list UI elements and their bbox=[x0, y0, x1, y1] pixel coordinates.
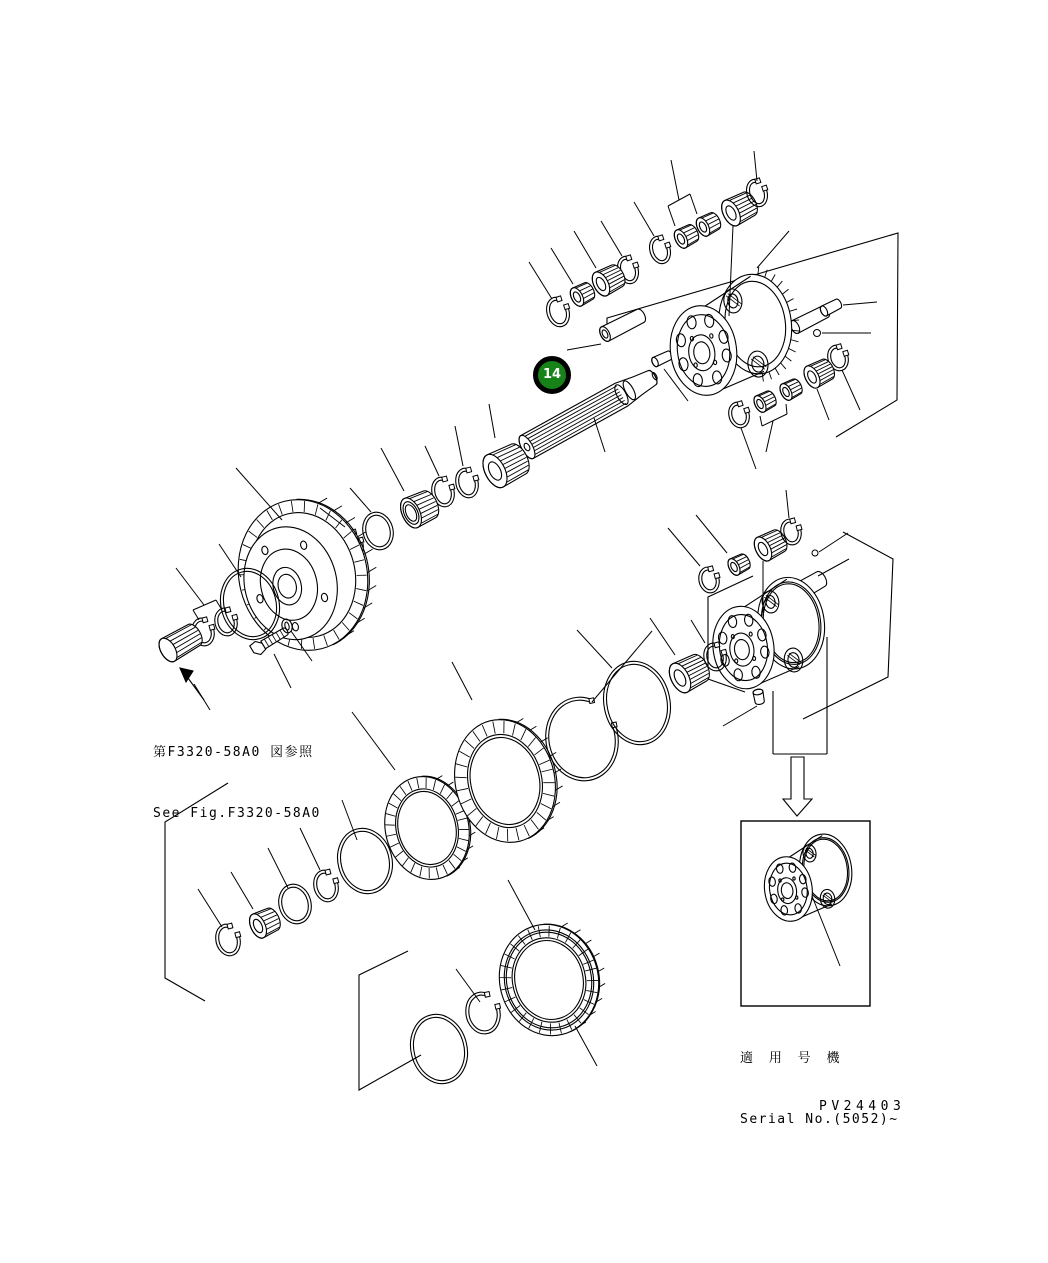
snap-ring bbox=[310, 867, 343, 904]
part-callout-number: 14 bbox=[542, 367, 562, 382]
part-callout-badge[interactable] bbox=[533, 356, 571, 394]
snap-ring bbox=[452, 465, 482, 500]
applicability-jp: 適 用 号 機 bbox=[740, 1051, 844, 1067]
needle-bearing bbox=[246, 905, 284, 941]
hub-gear bbox=[223, 483, 394, 664]
needle-bearing bbox=[778, 376, 805, 402]
hub-gear bbox=[488, 912, 618, 1046]
plug bbox=[753, 688, 765, 705]
needle-bearing bbox=[752, 388, 779, 414]
pin bbox=[597, 307, 647, 343]
applicability-serial: Serial No.(5052)~ bbox=[740, 1111, 899, 1127]
figure-reference-en: See Fig.F3320-58A0 bbox=[153, 805, 321, 821]
retainer-ring bbox=[359, 509, 398, 553]
retainer-ring bbox=[274, 881, 315, 928]
snap-ring bbox=[725, 399, 753, 430]
pin bbox=[819, 298, 843, 318]
drawing-number: PV24403 bbox=[819, 1099, 906, 1114]
applicability-note bbox=[740, 1009, 899, 1170]
needle-bearing bbox=[726, 551, 753, 577]
snap-ring bbox=[646, 233, 675, 266]
steel-ball bbox=[814, 330, 821, 337]
figure-reference-note bbox=[153, 703, 321, 864]
spacer-ring bbox=[596, 655, 678, 751]
bushing bbox=[718, 188, 762, 229]
steel-ball bbox=[812, 550, 818, 556]
bearing bbox=[396, 487, 443, 532]
bushing bbox=[751, 526, 791, 564]
bushing bbox=[801, 356, 838, 391]
figure-reference-jp: 第F3320-58A0 図参照 bbox=[153, 745, 314, 761]
input-shaft-stub bbox=[155, 620, 206, 664]
snap-ring bbox=[212, 921, 245, 958]
snap-ring bbox=[696, 565, 723, 596]
snap-ring bbox=[462, 989, 505, 1037]
down-arrow bbox=[783, 757, 812, 816]
planetary-carrier bbox=[705, 573, 833, 693]
o-ring bbox=[403, 1008, 475, 1090]
planetary-carrier bbox=[660, 262, 807, 399]
snap-ring bbox=[543, 294, 574, 330]
planetary-carrier-variant bbox=[758, 831, 858, 925]
